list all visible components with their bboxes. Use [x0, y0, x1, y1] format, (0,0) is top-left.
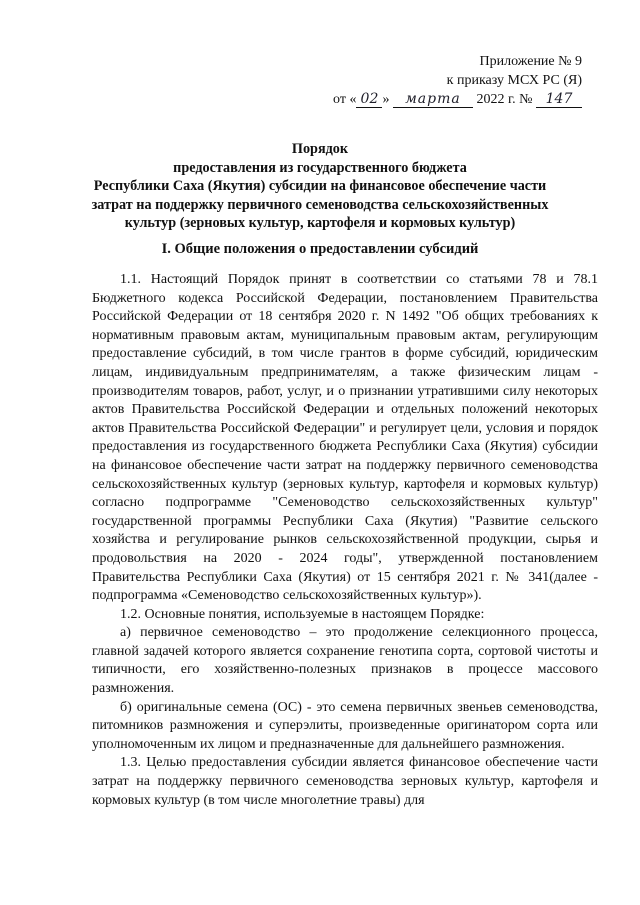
- order-day-handwritten: 02: [356, 92, 382, 108]
- title-line-2: предоставления из государственного бюджета: [173, 159, 467, 176]
- order-year: 2022 г. №: [476, 92, 533, 107]
- appendix-header: [242, 52, 582, 109]
- paragraph-1-1: 1.1. Настоящий Порядок принят в соответствии со статьями 78 и 78.1 Бюджетного кодекса Российской Федерации, постановлением Правительства Российской Федерации от 18 сентября 2020 г. N 1492 "Об общих требованиях к нормативным правовым актам, муниципальным правовым актам, регулирующим предоставление субсидий, в том числе грантов в форме субсидий, юридическим лицам, индивидуальным предпринимателям, а также физическим лицам - производителям товаров, работ, услуг, и о признании утратившими силу некоторых актов Правительства Российской Федерации и отдельных положений некоторых актов Правительства Российской Федерации" и регулирует цели, условия и порядок предоставления из государственного бюджета Республики Саха (Якутия) субсидии на финансовое обеспечение части затрат на поддержку первичного семеноводства сельскохозяйственных культур (зерновых культур, картофеля и кормовых культур) согласно подпрограмме "Семеноводство сельскохозяйственных культур" государственной программы Республики Саха (Якутия) "Развитие сельского хозяйства и регулирование рынков сельскохозяйственной продукции, сырья и продовольствия на 2020 - 2024 годы", утвержденной постановлением Правительства Республики Саха (Якутия) от 15 сентября 2021 г. № 341(далее - подпрограмма «Семеноводство сельскохозяйственных культур»).: [92, 272, 598, 604]
- paragraph-1-3: 1.3. Целью предоставления субсидии является финансовое обеспечение части затрат на поддержку первичного семеноводства зерновых культур, картофеля и кормовых культур (в том числе многолетние травы) для: [92, 755, 598, 808]
- section-heading: I. Общие положения о предоставлении субсидий: [161, 241, 479, 257]
- title-line-4: затрат на поддержку первичного семеноводства сельскохозяйственных: [91, 196, 549, 213]
- paragraph-definition-b: б) оригинальные семена (ОС) - это семена первичных звеньев семеноводства, питомников размножения и суперэлиты, произведенные оригинатором сорта или уполномоченным их лицом и предназначенные для дальнейшего размножения.: [92, 699, 598, 752]
- order-month-handwritten: марта: [393, 92, 473, 108]
- order-number-handwritten: 147: [536, 92, 582, 108]
- title-line-5: культур (зерновых культур, картофеля и кормовых культур): [124, 215, 516, 231]
- paragraph-1-2: 1.2. Основные понятия, используемые в настоящем Порядке:: [120, 606, 485, 622]
- appendix-number: Приложение № 9: [479, 54, 582, 69]
- order-date-close-quote: »: [382, 92, 390, 107]
- title-line-1: Порядок: [291, 141, 349, 157]
- order-date-prefix: от «: [333, 92, 357, 107]
- document-title: [70, 140, 570, 233]
- paragraph-definition-a: а) первичное семеноводство – это продолжение селекционного процесса, главной задачей которого является сохранение генотипа сорта, сортовой чистоты и типичности, его хозяйственно-полезных признаков в процессе массового размножения.: [92, 625, 598, 697]
- appendix-order-ref: к приказу МСХ РС (Я): [446, 73, 582, 88]
- title-line-3: Республики Саха (Якутия) субсидии на финансовое обеспечение части: [93, 178, 547, 194]
- order-date-line: [242, 90, 582, 109]
- document-body: [92, 271, 598, 810]
